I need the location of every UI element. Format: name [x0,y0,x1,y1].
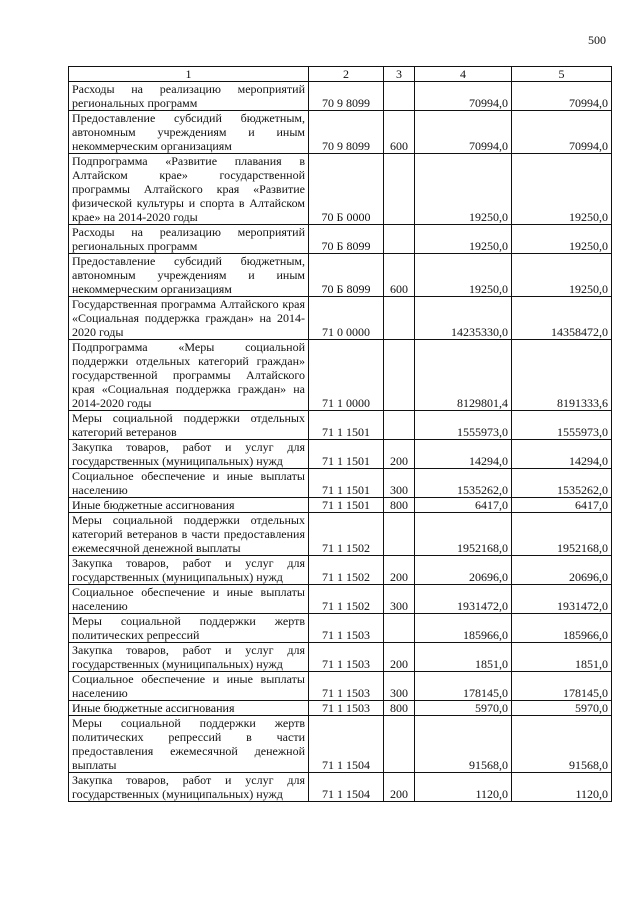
column-number-row [69,67,612,82]
row-name: Подпрограмма «Меры социальной поддержки отдельных категорий граждан» государственной программы Алтайского края «Социальная поддержка граждан» на 2014-2020 годы [69,340,309,411]
table-row [69,297,612,340]
table-row [69,513,612,556]
expense-type-code: 600 [384,254,415,297]
target-article-code: 71 1 1502 [309,585,384,614]
expense-type-code [384,340,415,411]
target-article-code: 70 Б 8099 [309,225,384,254]
table-body [69,82,612,802]
row-name: Меры социальной поддержки жертв политических репрессий [69,614,309,643]
row-name: Расходы на реализацию мероприятий региональных программ [69,82,309,111]
amount-col4: 1851,0 [415,643,512,672]
expense-type-code: 300 [384,672,415,701]
row-name: Подпрограмма «Развитие плавания в Алтайском крае» государственной программы Алтайского края «Развитие физической культуры и спорта в Алтайском крае» на 2014-2020 годы [69,154,309,225]
expense-type-code: 300 [384,469,415,498]
row-name: Закупка товаров, работ и услуг для государственных (муниципальных) нужд [69,643,309,672]
amount-col5: 1535262,0 [512,469,612,498]
target-article-code: 71 1 1501 [309,469,384,498]
amount-col4: 14294,0 [415,440,512,469]
target-article-code: 71 1 1502 [309,513,384,556]
expense-type-code: 200 [384,440,415,469]
amount-col5: 14294,0 [512,440,612,469]
amount-col5: 1120,0 [512,773,612,802]
row-name: Социальное обеспечение и иные выплаты населению [69,585,309,614]
amount-col5: 70994,0 [512,82,612,111]
table-row [69,82,612,111]
amount-col5: 14358472,0 [512,297,612,340]
amount-col4: 19250,0 [415,154,512,225]
expense-type-code: 200 [384,643,415,672]
row-name: Закупка товаров, работ и услуг для государственных (муниципальных) нужд [69,773,309,802]
expense-type-code [384,297,415,340]
column-header-1: 1 [69,67,309,82]
table-row [69,440,612,469]
expense-type-code: 300 [384,585,415,614]
expense-type-code: 200 [384,773,415,802]
table-row [69,773,612,802]
expense-type-code: 800 [384,498,415,513]
expense-type-code [384,716,415,773]
amount-col5: 19250,0 [512,254,612,297]
table-row [69,556,612,585]
row-name: Меры социальной поддержки отдельных категорий ветеранов в части предоставления ежемесячной денежной выплаты [69,513,309,556]
target-article-code: 71 1 1501 [309,440,384,469]
amount-col4: 70994,0 [415,82,512,111]
amount-col4: 1952168,0 [415,513,512,556]
row-name: Социальное обеспечение и иные выплаты населению [69,672,309,701]
amount-col5: 1931472,0 [512,585,612,614]
amount-col4: 91568,0 [415,716,512,773]
amount-col4: 14235330,0 [415,297,512,340]
target-article-code: 70 9 8099 [309,82,384,111]
target-article-code: 71 1 1501 [309,498,384,513]
expense-type-code [384,411,415,440]
expense-type-code [384,225,415,254]
amount-col4: 19250,0 [415,225,512,254]
table-row [69,411,612,440]
expense-type-code [384,82,415,111]
expense-type-code: 200 [384,556,415,585]
target-article-code: 70 9 8099 [309,111,384,154]
amount-col5: 185966,0 [512,614,612,643]
row-name: Предоставление субсидий бюджетным, автономным учреждениям и иным некоммерческим организациям [69,254,309,297]
table-row [69,701,612,716]
row-name: Меры социальной поддержки жертв политических репрессий в части предоставления ежемесячной денежной выплаты [69,716,309,773]
row-name: Меры социальной поддержки отдельных категорий ветеранов [69,411,309,440]
column-header-2: 2 [309,67,384,82]
target-article-code: 71 1 1502 [309,556,384,585]
amount-col4: 1120,0 [415,773,512,802]
table-row [69,498,612,513]
target-article-code: 71 1 1504 [309,716,384,773]
amount-col4: 6417,0 [415,498,512,513]
table-row [69,225,612,254]
table-row [69,614,612,643]
amount-col4: 20696,0 [415,556,512,585]
row-name: Иные бюджетные ассигнования [69,701,309,716]
table-row [69,672,612,701]
table-row [69,585,612,614]
row-name: Расходы на реализацию мероприятий региональных программ [69,225,309,254]
expense-type-code [384,154,415,225]
amount-col5: 91568,0 [512,716,612,773]
budget-table [68,66,612,802]
expense-type-code: 600 [384,111,415,154]
column-header-3: 3 [384,67,415,82]
target-article-code: 71 1 1503 [309,614,384,643]
amount-col5: 6417,0 [512,498,612,513]
target-article-code: 71 1 0000 [309,340,384,411]
expense-type-code [384,513,415,556]
column-header-4: 4 [415,67,512,82]
target-article-code: 70 Б 0000 [309,154,384,225]
amount-col4: 70994,0 [415,111,512,154]
row-name: Иные бюджетные ассигнования [69,498,309,513]
row-name: Закупка товаров, работ и услуг для государственных (муниципальных) нужд [69,440,309,469]
amount-col4: 1535262,0 [415,469,512,498]
amount-col5: 1555973,0 [512,411,612,440]
amount-col4: 5970,0 [415,701,512,716]
expense-type-code [384,614,415,643]
amount-col5: 1952168,0 [512,513,612,556]
amount-col4: 8129801,4 [415,340,512,411]
amount-col5: 5970,0 [512,701,612,716]
target-article-code: 71 1 1503 [309,643,384,672]
table-row [69,469,612,498]
table-row [69,154,612,225]
row-name: Предоставление субсидий бюджетным, автономным учреждениям и иным некоммерческим организациям [69,111,309,154]
target-article-code: 71 1 1504 [309,773,384,802]
table-row [69,643,612,672]
amount-col4: 185966,0 [415,614,512,643]
amount-col5: 1851,0 [512,643,612,672]
amount-col5: 178145,0 [512,672,612,701]
target-article-code: 71 0 0000 [309,297,384,340]
expense-type-code: 800 [384,701,415,716]
target-article-code: 71 1 1501 [309,411,384,440]
amount-col5: 19250,0 [512,154,612,225]
table-row [69,716,612,773]
row-name: Социальное обеспечение и иные выплаты населению [69,469,309,498]
table-row [69,254,612,297]
target-article-code: 71 1 1503 [309,701,384,716]
amount-col4: 1555973,0 [415,411,512,440]
page-number: 500 [588,33,606,47]
target-article-code: 71 1 1503 [309,672,384,701]
amount-col4: 1931472,0 [415,585,512,614]
row-name: Государственная программа Алтайского края «Социальная поддержка граждан» на 2014-2020 годы [69,297,309,340]
amount-col5: 8191333,6 [512,340,612,411]
table-row [69,340,612,411]
amount-col5: 20696,0 [512,556,612,585]
amount-col5: 19250,0 [512,225,612,254]
table-row [69,111,612,154]
row-name: Закупка товаров, работ и услуг для государственных (муниципальных) нужд [69,556,309,585]
amount-col5: 70994,0 [512,111,612,154]
amount-col4: 178145,0 [415,672,512,701]
column-header-5: 5 [512,67,612,82]
target-article-code: 70 Б 8099 [309,254,384,297]
amount-col4: 19250,0 [415,254,512,297]
